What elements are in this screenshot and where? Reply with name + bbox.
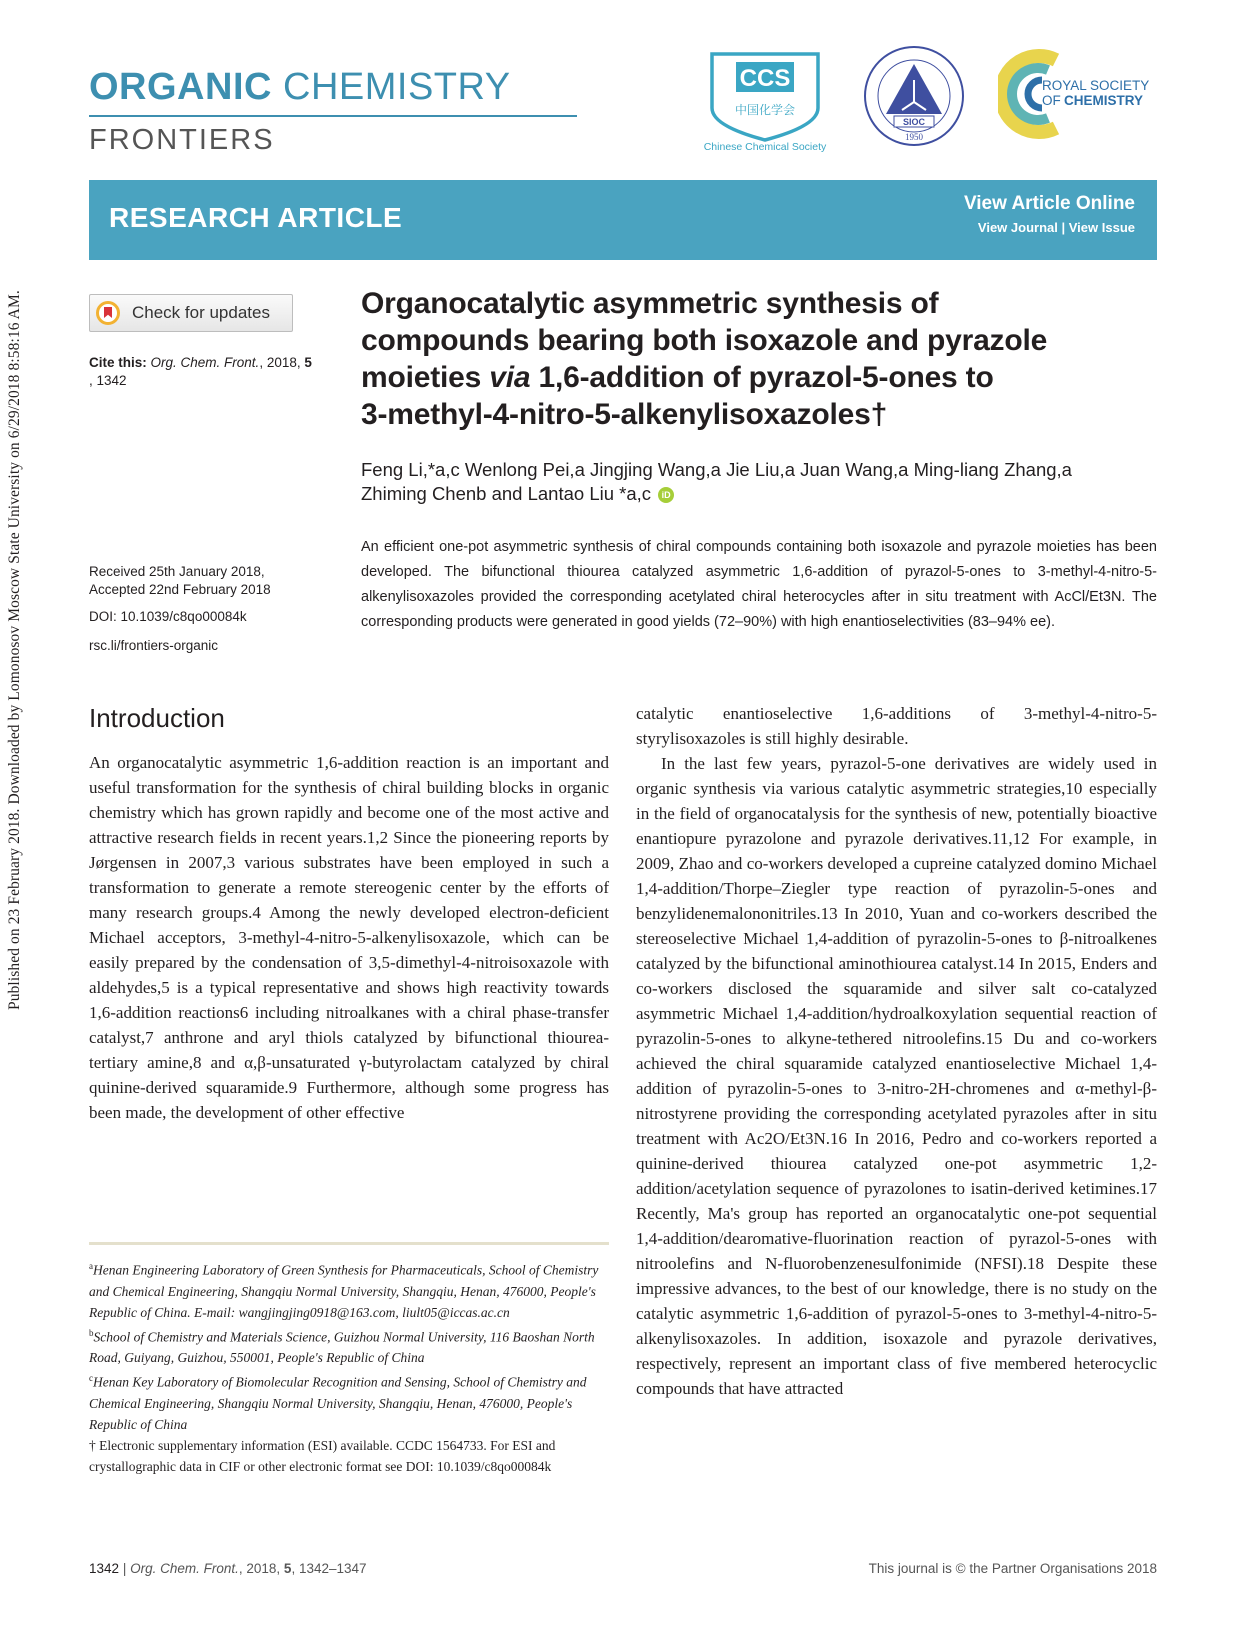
body-column-right (636, 701, 1157, 1401)
banner-separator: | (1061, 220, 1066, 235)
rsc-line2: CHEMISTRY (1064, 93, 1144, 108)
rsc-line1: ROYAL SOCIETY (1042, 78, 1150, 93)
section-heading-introduction: Introduction (89, 703, 225, 733)
ccs-letters: CCS (739, 65, 791, 92)
footnote-a (89, 1256, 609, 1323)
title-line-1: Organocatalytic asymmetric synthesis of (361, 287, 939, 320)
footnote-a-mark: a (89, 1261, 93, 1271)
ccs-caption: Chinese Chemical Society (703, 141, 827, 153)
received-date: Received 25th January 2018, (89, 564, 265, 579)
footnote-b-mark: b (89, 1327, 94, 1338)
cite-volume: 5 (304, 355, 312, 370)
dates (89, 563, 349, 599)
footnote-esi[interactable]: † Electronic supplementary information (ESI) available. CCDC 1564733. For ESI and crystallographic data in CIF or other electronic format see DOI: 10.1039/c8qo00084k (89, 1437, 556, 1474)
footnote-a-text: Henan Engineering Laboratory of Green Synthesis for Pharmaceuticals, School of Chemistry and Chemical Engineering, Shangqiu Normal University, Shangqiu, Henan, 476000, People's Republic of China. E-mail: wangjingjing0918@163.com, liult05@iccas.ac.cn (89, 1262, 599, 1320)
article-title (361, 285, 1161, 433)
check-updates-label: Check for updates (132, 303, 270, 322)
title-line-3 (361, 359, 1161, 396)
ccs-logo[interactable] (700, 46, 830, 154)
authors-line-2 (361, 482, 1161, 506)
rsc-logo[interactable] (998, 42, 1158, 146)
footer-year: , 2018, (238, 1561, 284, 1576)
footnote-b (89, 1323, 609, 1369)
masthead-rule (89, 115, 577, 117)
intro-paragraph-1: An organocatalytic asymmetric 1,6-addition reaction is an important and useful transformation for the synthesis of chiral building blocks in organic chemistry which has grown rapidly and become one of the most active and attractive research fields in recent years.1,2 Since the pioneering reports by Jørgensen in 2007,3 various substrates have been employed in such a transformation to generate a remote stereogenic center by the efforts of many research groups.4 Among the newly developed electron-deficient Michael acceptors, 3-methyl-4-nitro-5-alkenylisoxazole, which can be easily prepared by the condensation of 3,5-dimethyl-4-nitroisoxazole with aldehydes,5 is a typical representative and shows high reactivity towards 1,6-addition reactions6 including nitroalkanes with a chiral phase-transfer catalyst,7 anthrone and aryl thiols catalyzed by bifunctional thiourea-tertiary amine,8 and α,β-unsaturated γ-butyrolactam catalyzed by chiral quinine-derived squaramide.9 Furthermore, although some progress has been made, the development of other effective (89, 753, 609, 1122)
journal-name-bold: ORGANIC (89, 66, 272, 108)
journal-subname: FRONTIERS (89, 124, 275, 156)
footer-separator: | (122, 1561, 127, 1576)
page-number: 1342 (89, 1561, 120, 1576)
journal-name[interactable] (89, 66, 511, 109)
orcid-icon[interactable]: iD (658, 487, 674, 503)
footer-volume: 5 (283, 1561, 292, 1576)
ccs-chinese: 中国化学会 (734, 103, 796, 117)
bookmark-icon (96, 301, 120, 325)
accepted-date: Accepted 22nd February 2018 (89, 582, 271, 597)
title-line-3a: moieties (361, 361, 490, 394)
authors-line-2-text: Zhiming Chenb and Lantao Liu *a,c (361, 483, 652, 504)
journal-link[interactable]: rsc.li/frontiers-organic (89, 638, 219, 653)
footnote-b-text: School of Chemistry and Materials Science, Guizhou Normal University, 116 Baoshan North Road, Guiyang, Guizhou, 550001, People's Republic of China (89, 1329, 595, 1365)
cite-label: Cite this: (89, 355, 147, 370)
cite-year: , 2018, (259, 355, 305, 370)
sioc-emblem-icon (862, 44, 966, 148)
rsc-emblem-icon (998, 42, 1158, 146)
footnote-c-mark: c (89, 1373, 93, 1383)
article-type: RESEARCH ARTICLE (109, 202, 403, 233)
footer-copyright: This journal is © the Partner Organisations 2018 (868, 1561, 1157, 1576)
intro-paragraph-1-continued: catalytic enantioselective 1,6-additions of 3-methyl-4-nitro-5-styrylisoxazoles is still highly desirable. (636, 704, 1157, 748)
doi[interactable]: DOI: 10.1039/c8qo00084k (89, 609, 247, 624)
sioc-logo[interactable] (862, 44, 966, 148)
title-line-4: 3-methyl-4-nitro-5-alkenylisoxazoles† (361, 398, 888, 431)
journal-name-light: CHEMISTRY (283, 66, 511, 108)
intro-paragraph-2: In the last few years, pyrazol-5-one derivatives are widely used in organic synthesis via various catalytic asymmetric strategies,10 especially in the field of organocatalysis for the synthesis of new, potentially bioactive enantiopure pyrazolone and pyrazole derivatives.11,12 For example, in 2009, Zhao and co-workers developed a cupreine catalyzed domino Michael 1,4-addition/Thorpe–Ziegler type reaction of pyrazolin-5-ones and benzylidenemalononitriles.13 In 2010, Yuan and co-workers described the stereoselective Michael 1,4-addition of pyrazolin-5-ones to β-nitroalkenes catalyzed by the bifunctional aminothiourea catalyst.14 In 2015, Enders and co-workers disclosed the squaramide and silver salt co-catalyzed asymmetric Michael 1,4-addition/hydroalkoxylation sequential reaction of pyrazolin-5-ones to alkyne-tethered nitroolefins.15 Du and co-workers achieved the chiral squaramide catalyzed enantioselective Michael 1,4-addition of pyrazolin-5-ones to 3-nitro-2H-chromenes and α-methyl-β-nitrostyrene providing the corresponding acetylated pyrazoles after in situ treatment with Ac2O/Et3N.16 In 2016, Pedro and co-workers reported a quinine-derived thiourea catalyzed one-pot asymmetric 1,2-addition/acetylation sequence of pyrazolones to isatin-derived ketimines.17 Recently, Ma's group has reported an organocatalytic one-pot sequential 1,4-addition/dearomative-fluorination reaction of pyrazol-5-ones with nitroolefins and N-fluorobenzenesulfonimide (NFSI).18 Despite these impressive advances, to the best of our knowledge, there is no study on the catalytic asymmetric 1,6-addition of pyrazol-5-ones to 3-methyl-4-nitro-5-alkenylisoxazoles. In addition, isoxazole and pyrazole derivatives, respectively, represent an important class of five membered heterocyclic compounds that have attracted (636, 754, 1157, 1398)
footer-citation (89, 1561, 367, 1576)
footnotes (89, 1256, 609, 1477)
abstract: An efficient one-pot asymmetric synthesis of chiral compounds containing both isoxazole and pyrazole moieties has been developed. The bifunctional thiourea catalyzed asymmetric 1,6-addition of pyrazol-5-ones to 3-methyl-4-nitro-5-alkenylisoxazoles provided the corresponding acetylated chiral heterocycles after in situ treatment with AcCl/Et3N. The corresponding products were generated in good yields (72–90%) with high enantioselectivities (83–94% ee). (361, 539, 1157, 630)
footnote-c-text: Henan Key Laboratory of Biomolecular Recognition and Sensing, School of Chemistry and Chemical Engineering, Shangqiu Normal University, Shangqiu, Henan, 476000, People's Republic of China (89, 1374, 587, 1432)
footnote-c (89, 1368, 609, 1435)
view-journal-link[interactable]: View Journal (977, 220, 1058, 235)
footer-journal: Org. Chem. Front. (130, 1561, 239, 1576)
footnote-rule (89, 1242, 609, 1245)
title-line-2: compounds bearing both isoxazole and pyrazole (361, 324, 1048, 357)
footer-pages: , 1342–1347 (291, 1561, 367, 1576)
cite-pages: , 1342 (89, 373, 127, 388)
rsc-line2-prefix: OF (1042, 93, 1061, 108)
sioc-label: SIOC (902, 117, 926, 127)
authors-line-1: Feng Li,*a,c Wenlong Pei,a Jingjing Wang,a Jie Liu,a Juan Wang,a Ming-liang Zhang,a (361, 459, 1072, 480)
ccs-emblem-icon (700, 46, 830, 154)
sioc-year: 1950 (905, 132, 923, 142)
article-banner (89, 180, 1157, 260)
body-column-left (89, 750, 609, 1125)
download-stamp: Published on 23 February 2018. Downloaded by Lomonosov Moscow State University on 6/29/2018 8:58:16 AM. (6, 290, 23, 1010)
cite-journal: Org. Chem. Front. (150, 355, 260, 370)
citation (89, 354, 349, 390)
view-article-online-link[interactable]: View Article Online (963, 193, 1135, 214)
title-via: via (489, 361, 531, 394)
view-issue-link[interactable]: View Issue (1068, 220, 1135, 235)
check-for-updates-button[interactable] (89, 294, 293, 332)
author-list (361, 458, 1161, 506)
banner-links (978, 220, 1135, 235)
title-line-3b: 1,6-addition of pyrazol-5-ones to (530, 361, 994, 394)
